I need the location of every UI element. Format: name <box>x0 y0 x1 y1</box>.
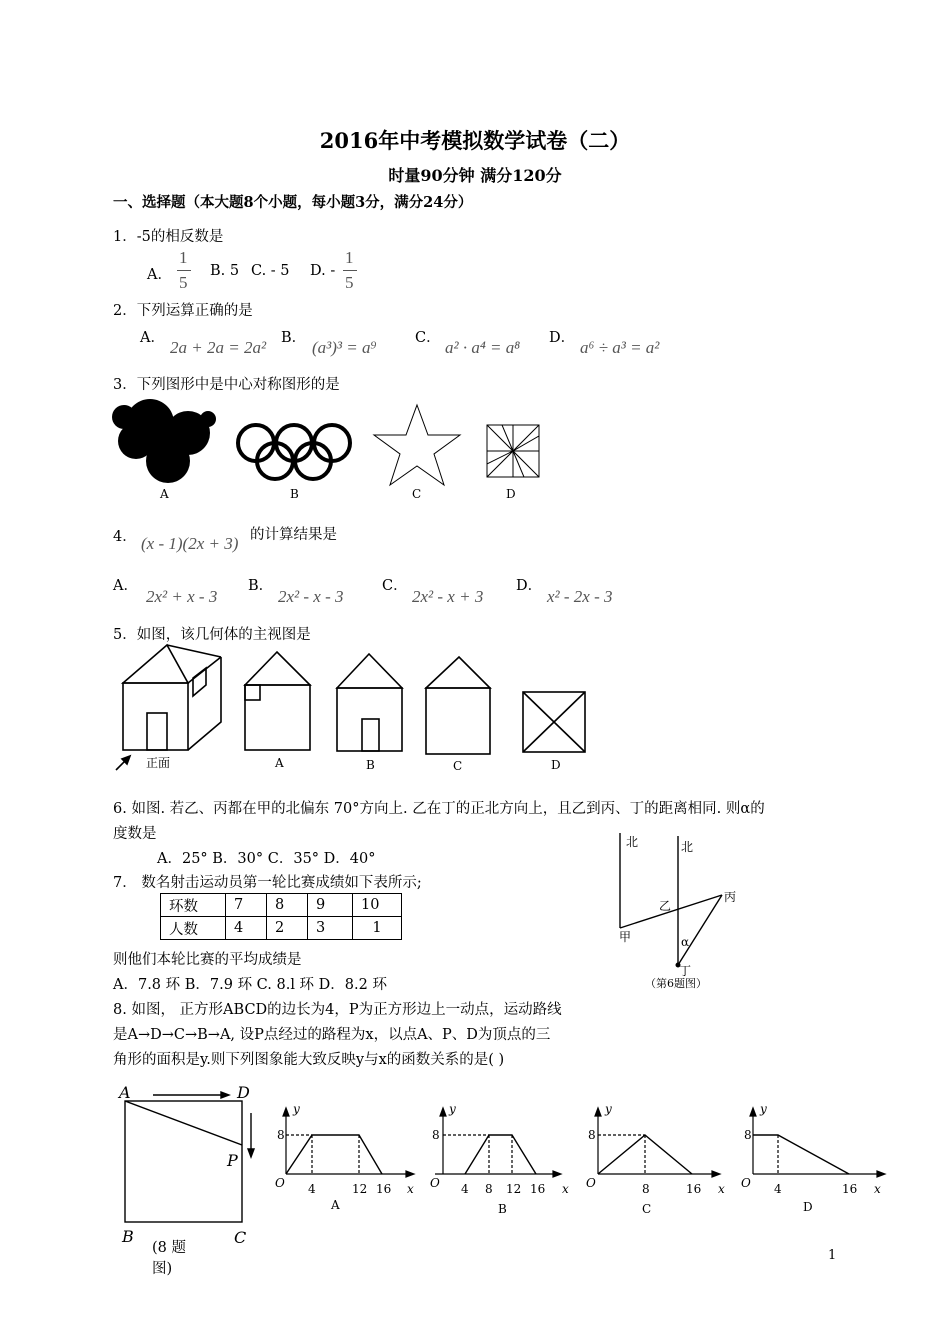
table-row <box>161 894 402 917</box>
q4-expression: (x - 1)(2x + 3) <box>141 534 239 553</box>
point-yi: 乙 <box>659 899 672 913</box>
y-axis-label: y <box>605 1102 612 1116</box>
x-axis-label: x <box>874 1182 881 1196</box>
q3-label-d: D <box>506 487 516 501</box>
q4-number: 4． <box>113 529 137 545</box>
q6-options: A．25° B．30° C．35° D．40° <box>157 851 376 867</box>
q4-a-label: A． <box>113 578 138 594</box>
graph-d-label: D <box>803 1200 813 1214</box>
y-axis-label: y <box>760 1102 767 1116</box>
q7-after: 则他们本轮比赛的平均成绩是 <box>113 952 302 968</box>
pinwheel-figure <box>487 425 539 477</box>
q3-label-b: B <box>290 487 299 501</box>
q4-d-expr: x² - 2x - 3 <box>547 587 613 606</box>
q8-line2: 是A→D→C→B→A, 设P点经过的路程为x，以点A、P、D为顶点的三 <box>113 1027 551 1043</box>
q6-stem-line1: 6. 如图. 若乙、丙都在甲的北偏东 70°方向上. 乙在丁的正北方向上，且乙到丙、丁的距离相同. 则α的 <box>113 801 765 817</box>
option-d-figure <box>523 692 585 752</box>
q7-stem: 7． 数名射击运动员第一轮比赛成绩如下表所示; <box>113 875 422 891</box>
x-tick: 12 <box>506 1182 522 1196</box>
q5-label-c: C <box>453 759 463 773</box>
table-cell: 4 <box>226 917 267 940</box>
q3-label-a: A <box>160 487 169 501</box>
graph-c-label: C <box>642 1202 652 1216</box>
graph-c <box>580 1100 730 1210</box>
fraction-bar <box>177 270 191 271</box>
q1-option-a: A． <box>147 267 172 283</box>
q3-figures <box>110 393 550 493</box>
front-label: 正面 <box>146 756 171 770</box>
score-table <box>160 893 402 940</box>
x-tick: 16 <box>530 1182 546 1196</box>
q4-c-expr: 2x² - x + 3 <box>412 587 484 606</box>
q2-stem: 2．下列运算正确的是 <box>113 303 253 319</box>
page-number: 1 <box>828 1248 837 1263</box>
option-a-figure <box>245 652 310 750</box>
graph-b-label: B <box>498 1202 507 1216</box>
y-tick-8: 8 <box>744 1128 752 1142</box>
north-label-2: 北 <box>681 840 694 854</box>
q1-option-d: D. - <box>310 263 336 279</box>
graph-a <box>270 1100 420 1210</box>
table-cell: 7 <box>226 894 267 917</box>
q5-label-d: D <box>551 758 561 772</box>
x-tick: 12 <box>352 1182 368 1196</box>
q2-c-label: C． <box>415 330 441 346</box>
q3-label-c: C <box>412 487 422 501</box>
q2-b-expr: (a³)³ = a⁹ <box>312 338 377 357</box>
table-cell: 8 <box>267 894 308 917</box>
q6-direction-diagram <box>600 828 750 988</box>
q2-a-label: A． <box>140 330 165 346</box>
q1-d-numerator: 1 <box>345 248 354 267</box>
star-figure <box>374 405 460 485</box>
north-label-1: 北 <box>626 835 639 849</box>
x-tick: 4 <box>308 1182 316 1196</box>
q4-stem-tail: 的计算结果是 <box>250 527 337 543</box>
y-axis-label: y <box>449 1102 456 1116</box>
table-cell: 人数 <box>161 917 226 940</box>
q1-a-numerator: 1 <box>179 248 188 267</box>
house-3d-figure <box>123 645 221 750</box>
q1-option-c: C. - 5 <box>251 263 290 279</box>
y-axis-label: y <box>293 1102 300 1116</box>
x-axis-label: x <box>562 1182 569 1196</box>
point-bing: 丙 <box>724 890 737 904</box>
q6-stem-line2: 度数是 <box>113 826 157 842</box>
x-tick: 8 <box>642 1182 650 1196</box>
q4-b-label: B． <box>248 578 274 594</box>
table-cell: 环数 <box>161 894 226 917</box>
graph-a-label: A <box>331 1198 340 1212</box>
origin-label: O <box>741 1176 751 1190</box>
q8-line3: 角形的面积是y.则下列图象能大致反映y与x的函数关系的是( ) <box>113 1052 505 1068</box>
q1-stem: 1．-5的相反数是 <box>113 229 224 245</box>
vertex-c: C <box>234 1228 247 1247</box>
table-cell: 9 <box>308 894 353 917</box>
q2-b-label: B． <box>281 330 307 346</box>
vertex-b: B <box>122 1227 134 1246</box>
x-tick: 16 <box>842 1182 858 1196</box>
graph-d <box>735 1100 895 1210</box>
table-cell: 1 <box>353 917 402 940</box>
q7-options: A．7.8 环 B．7.9 环 C. 8.l 环 D．8.2 环 <box>113 977 387 993</box>
y-tick-8: 8 <box>277 1128 285 1142</box>
q5-stem: 5．如图，该几何体的主视图是 <box>113 627 311 643</box>
x-axis-label: x <box>718 1182 725 1196</box>
point-ding: 丁 <box>679 964 692 978</box>
q8-caption-line2: 图) <box>152 1261 173 1277</box>
graph-b <box>425 1100 575 1210</box>
q5-label-a: A <box>275 756 284 770</box>
q4-a-expr: 2x² + x - 3 <box>146 587 218 606</box>
option-c-figure <box>426 657 490 754</box>
q3-stem: 3．下列图形中是中心对称图形的是 <box>113 377 340 393</box>
table-cell: 2 <box>267 917 308 940</box>
option-b-figure <box>337 654 402 751</box>
q8-line1: 8. 如图， 正方形ABCD的边长为4，P为正方形边上一动点，运动路线 <box>113 1002 562 1018</box>
y-tick-8: 8 <box>588 1128 596 1142</box>
x-axis-label: x <box>407 1182 414 1196</box>
alpha-label: α <box>681 935 690 949</box>
y-tick-8: 8 <box>432 1128 440 1142</box>
table-row <box>161 917 402 940</box>
x-tick: 16 <box>686 1182 702 1196</box>
q8-caption-line1: (8 题 <box>152 1240 186 1256</box>
point-jia: 甲 <box>619 930 632 944</box>
q1-d-denominator: 5 <box>345 273 354 292</box>
origin-label: O <box>430 1176 440 1190</box>
q6-caption: （第6题图） <box>645 977 707 990</box>
q5-label-b: B <box>366 758 375 772</box>
arrow-icon <box>116 756 130 770</box>
q8-square-figure <box>115 1085 265 1230</box>
fraction-bar <box>343 270 357 271</box>
q1-a-denominator: 5 <box>179 273 188 292</box>
section-heading: 一、选择题（本大题8个小题，每小题3分，满分24分） <box>113 194 473 211</box>
x-tick: 16 <box>376 1182 392 1196</box>
q5-figures <box>110 640 600 775</box>
q1-option-b: B. 5 <box>210 263 240 279</box>
origin-label: O <box>275 1176 285 1190</box>
q4-b-expr: 2x² - x - 3 <box>278 587 344 606</box>
q2-a-expr: 2a + 2a = 2a² <box>170 338 267 357</box>
x-tick: 8 <box>485 1182 493 1196</box>
x-tick: 4 <box>461 1182 469 1196</box>
origin-label: O <box>586 1176 596 1190</box>
q2-d-expr: a⁶ ÷ a³ = a² <box>580 338 660 357</box>
x-tick: 4 <box>774 1182 782 1196</box>
propeller-figure <box>112 399 216 483</box>
vertex-a: A <box>119 1083 131 1102</box>
page-title: 2016年中考模拟数学试卷（二） <box>319 128 631 153</box>
vertex-d: D <box>237 1083 250 1102</box>
olympic-rings-figure <box>238 425 350 479</box>
table-cell: 10 <box>353 894 402 917</box>
q2-c-expr: a² · a⁴ = a⁸ <box>445 338 521 357</box>
exam-info: 时量90分钟 满分120分 <box>388 166 562 185</box>
table-cell: 3 <box>308 917 353 940</box>
point-p: P <box>227 1151 238 1170</box>
q2-d-label: D． <box>549 330 576 346</box>
q4-d-label: D． <box>516 578 543 594</box>
q4-c-label: C． <box>382 578 408 594</box>
